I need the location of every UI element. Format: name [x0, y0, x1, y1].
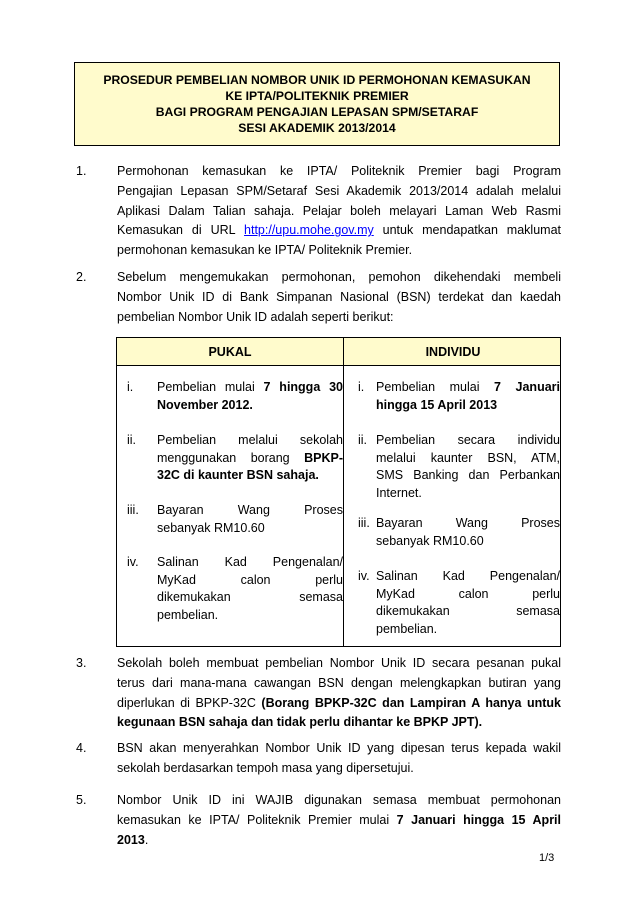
column-header-individu: INDIVIDU — [425, 345, 481, 359]
column-header-pukal: PUKAL — [208, 345, 252, 359]
paragraph-number: 4. — [76, 741, 87, 755]
text-fragment: kegunaan BSN sahaja dan tidak perlu dihantar ke BPKP JPT). — [117, 715, 483, 730]
text-line: dikemukakan semasa — [157, 590, 343, 605]
text-line: SMS Banking dan Perbankan — [376, 468, 560, 483]
text-line: sebanyak RM10.60 — [376, 533, 484, 548]
text-fragment: untuk mendapatkan maklumat — [373, 223, 561, 238]
list-marker: i. — [127, 380, 134, 394]
text-line: pembelian Nombor Unik ID adalah seperti berikut: — [117, 309, 394, 324]
text-fragment: Pembelian mulai — [376, 380, 495, 394]
text-fragment: 7 Januari hingga 15 April — [396, 812, 561, 827]
text-fragment: kemasukan ke IPTA/ Politeknik Premier mulai — [117, 812, 397, 827]
text-line: sekolah berdasarkan tempoh masa yang dipersetujui. — [117, 760, 414, 775]
text-line — [157, 450, 343, 468]
text-line: Bayaran Wang Proses — [157, 503, 343, 517]
text-fragment: 7 hingga 30 — [263, 380, 343, 394]
text-line: Pembelian secara individu — [376, 433, 560, 447]
text-line — [376, 379, 560, 397]
text-line: permohonan kemasukan ke IPTA/ Politeknik Premier. — [117, 243, 413, 258]
text-line — [117, 694, 561, 714]
text-line: MyKad calon perlu — [376, 586, 560, 601]
text-line — [376, 397, 560, 415]
list-marker: iv. — [358, 569, 370, 583]
text-fragment: (Borang BPKP-32C dan Lampiran A hanya untuk — [261, 695, 561, 710]
paragraph-number: 3. — [76, 656, 87, 670]
text-line: Nombor Unik ID ini WAJIB digunakan semasa membuat permohonan — [117, 793, 561, 807]
list-marker: i. — [358, 380, 365, 394]
method-table-body — [116, 365, 561, 647]
text-line: Salinan Kad Pengenalan/ — [157, 555, 343, 569]
text-line: BSN akan menyerahkan Nombor Unik ID yang dipesan terus kepada wakil — [117, 741, 561, 755]
method-table-header — [116, 337, 561, 366]
paragraph-number: 5. — [76, 793, 87, 807]
text-line: Salinan Kad Pengenalan/ — [376, 569, 560, 583]
title-box — [74, 62, 560, 146]
text-fragment: 2013 — [117, 832, 145, 847]
text-line-with-link — [117, 221, 561, 241]
list-marker: iv. — [127, 555, 139, 569]
text-fragment: Kemasukan di URL — [117, 223, 245, 238]
text-line: Permohonan kemasukan ke IPTA/ Politeknik Premier bagi Program — [117, 164, 561, 178]
text-fragment: November 2012. — [157, 397, 253, 412]
text-line: pembelian. — [376, 621, 438, 636]
text-line: pembelian. — [157, 607, 219, 622]
text-line: Internet. — [376, 485, 422, 500]
list-marker: iii. — [358, 516, 370, 530]
title-line-1: PROSEDUR PEMBELIAN NOMBOR UNIK ID PERMOHONAN KEMASUKAN — [103, 73, 531, 87]
text-line: Sekolah boleh membuat pembelian Nombor Unik ID secara pesanan pukal — [117, 656, 561, 670]
text-line: Aplikasi Dalam Talian sahaja. Pelajar boleh melayari Laman Web Rasmi — [117, 203, 561, 218]
text-line: Pengajian Lepasan SPM/Setaraf Sesi Akademik 2013/2014 adalah melalui — [117, 183, 561, 198]
text-line: sebanyak RM10.60 — [157, 520, 265, 535]
text-line — [117, 831, 561, 851]
paragraph-number: 2. — [76, 270, 87, 284]
text-line: terus dari mana-mana cawangan BSN dengan melengkapkan butiran yang — [117, 675, 561, 690]
text-line: Sebelum mengemukakan permohonan, pemohon dikehendaki membeli — [117, 270, 561, 284]
text-line: Pembelian melalui sekolah — [157, 433, 343, 447]
text-fragment: . — [144, 832, 149, 847]
page-number: 1/3 — [539, 852, 555, 864]
title-line-2: KE IPTA/POLITEKNIK PREMIER — [225, 89, 409, 103]
paragraph-number: 1. — [76, 164, 87, 178]
text-line: Nombor Unik ID di Bank Simpanan Nasional (BSN) terdekat dan kaedah — [117, 289, 561, 304]
text-line — [117, 713, 561, 733]
text-line — [157, 379, 343, 397]
text-line: dikemukakan semasa — [376, 604, 560, 619]
text-line: melalui kaunter BSN, ATM, — [376, 450, 560, 465]
text-fragment: diperlukan di BPKP-32C — [117, 695, 262, 710]
title-line-4: SESI AKADEMIK 2013/2014 — [238, 121, 396, 135]
text-fragment: BPKP- — [304, 450, 343, 465]
text-fragment: Pembelian mulai — [157, 380, 264, 394]
text-line: Bayaran Wang Proses — [376, 516, 560, 530]
text-fragment: 32C di kaunter BSN sahaja. — [157, 468, 319, 483]
text-line — [157, 467, 343, 485]
text-line — [157, 397, 343, 415]
text-fragment: hingga 15 April 2013 — [376, 397, 498, 412]
list-marker: iii. — [127, 503, 139, 517]
text-fragment: 7 Januari — [494, 380, 560, 394]
title-line-3: BAGI PROGRAM PENGAJIAN LEPASAN SPM/SETARAF — [155, 105, 479, 119]
column-divider — [343, 365, 344, 647]
text-line — [117, 811, 561, 831]
text-line: MyKad calon perlu — [157, 572, 343, 587]
upu-url-link[interactable]: http://upu.mohe.gov.my — [244, 223, 374, 238]
list-marker: ii. — [127, 433, 137, 447]
list-marker: ii. — [358, 433, 368, 447]
text-fragment: menggunakan borang — [157, 450, 305, 465]
